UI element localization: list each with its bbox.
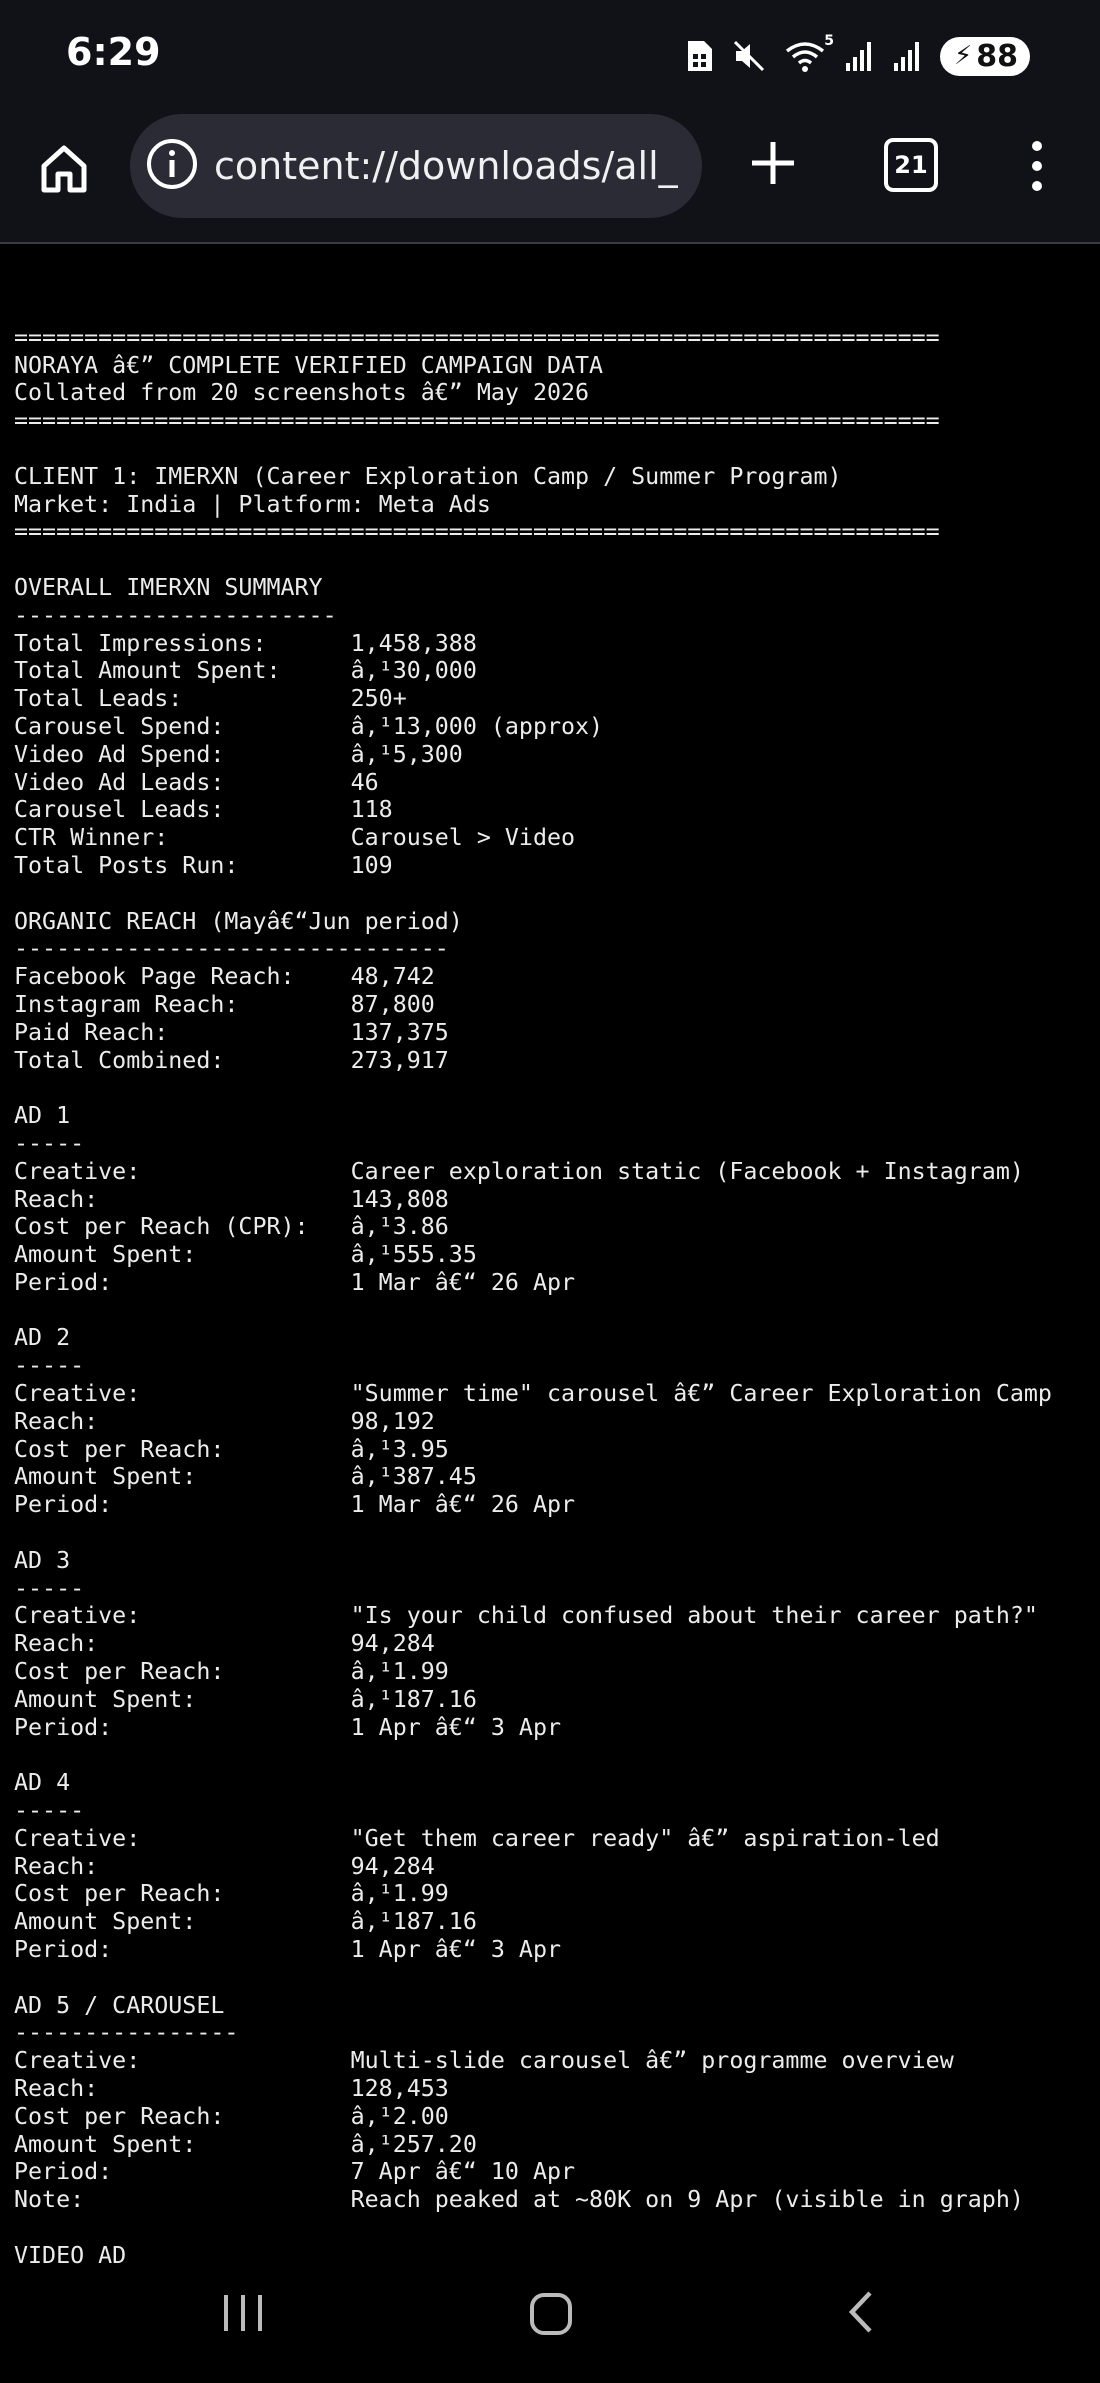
document-line (14, 1741, 1100, 1769)
document-line: OVERALL IMERXN SUMMARY (14, 573, 323, 601)
document-line: Total Impressions: 1,458,388 (14, 629, 477, 657)
document-line (14, 1964, 1100, 1992)
back-icon (844, 2287, 880, 2337)
document-line: Video Ad Leads: 46 (14, 768, 379, 796)
sim-card-icon (684, 39, 714, 73)
document-line: Video Ad Spend: â‚¹5,300 (14, 740, 463, 768)
document-line: ---------------- (14, 2019, 239, 2047)
document-line: Total Amount Spent: â‚¹30,000 (14, 657, 477, 685)
document-line: ----- (14, 1797, 85, 1825)
document-line: Amount Spent: â‚¹257.20 (14, 2130, 477, 2158)
document-line: Carousel Leads: 118 (14, 796, 393, 824)
document-line: ================================================================== (14, 323, 940, 351)
plus-icon (748, 138, 798, 188)
clock: 6:29 (66, 30, 161, 74)
mute-icon (732, 39, 766, 73)
home-icon (36, 140, 92, 196)
document-line: Market: India | Platform: Meta Ads (14, 490, 491, 518)
charging-icon: ⚡ (953, 41, 973, 71)
document-line: AD 3 (14, 1546, 71, 1574)
document-line: AD 4 (14, 1769, 71, 1797)
recent-apps-icon (220, 2287, 266, 2337)
document-line: ----- (14, 1129, 85, 1157)
document-line: Amount Spent: â‚¹387.45 (14, 1463, 477, 1491)
document-line: Cost per Reach: â‚¹1.99 (14, 1658, 449, 1686)
document-line: VIDEO AD (14, 2241, 127, 2267)
document-line: AD 2 (14, 1324, 71, 1352)
document-line: ------------------------------- (14, 935, 449, 963)
document-line: Instagram Reach: 87,800 (14, 990, 435, 1018)
document-line: Creative: "Get them career ready" â€” aspiration-led (14, 1824, 940, 1852)
document-line: Creative: Career exploration static (Facebook + Instagram) (14, 1157, 1024, 1185)
document-line (14, 1297, 1100, 1325)
document-line: AD 1 (14, 1102, 71, 1130)
document-line: AD 5 / CAROUSEL (14, 1991, 225, 2019)
url-text[interactable]: content://downloads/all_ (214, 144, 678, 188)
document-line: NORAYA â€” COMPLETE VERIFIED CAMPAIGN DATA (14, 351, 604, 379)
document-line: Reach: 98,192 (14, 1407, 435, 1435)
document-line: Period: 7 Apr â€“ 10 Apr (14, 2158, 576, 2186)
document-line: Reach: 94,284 (14, 1630, 435, 1658)
home-nav-button[interactable] (528, 2289, 574, 2343)
document-line: Total Posts Run: 109 (14, 851, 393, 879)
document-line: Reach: 143,808 (14, 1185, 449, 1213)
address-bar[interactable] (130, 114, 702, 218)
document-line: Cost per Reach: â‚¹3.95 (14, 1435, 449, 1463)
tabs-icon[interactable] (884, 138, 938, 192)
back-button[interactable] (844, 2287, 880, 2341)
document-line: Cost per Reach: â‚¹2.00 (14, 2102, 449, 2130)
document-line: Cost per Reach (CPR): â‚¹3.86 (14, 1213, 449, 1241)
document-line: CTR Winner: Carousel > Video (14, 824, 576, 852)
document-line: ================================================================== (14, 407, 940, 435)
document-line: Period: 1 Mar â€“ 26 Apr (14, 1491, 576, 1519)
document-line (14, 880, 1100, 908)
status-icons (684, 32, 1030, 80)
status-bar (0, 0, 1100, 112)
document-line: CLIENT 1: IMERXN (Career Exploration Camp / Summer Program) (14, 462, 842, 490)
text-document (14, 296, 1100, 2267)
signal-icon (844, 39, 874, 73)
wifi-icon (784, 33, 834, 73)
document-line: Note: Reach peaked at ~80K on 9 Apr (visible in graph) (14, 2186, 1024, 2214)
browser-toolbar (0, 112, 1100, 244)
navigation-bar (0, 2267, 1100, 2383)
document-line (14, 296, 1100, 324)
home-button[interactable] (36, 140, 92, 196)
document-line: ----- (14, 1574, 85, 1602)
info-icon[interactable] (144, 136, 200, 196)
document-line: Period: 1 Apr â€“ 3 Apr (14, 1713, 562, 1741)
battery-icon (940, 37, 1030, 76)
new-tab-button[interactable] (748, 138, 798, 188)
document-line (14, 435, 1100, 463)
document-line: ----- (14, 1352, 85, 1380)
recent-apps-button[interactable] (220, 2287, 266, 2341)
document-line (14, 2214, 1100, 2242)
document-line: ----------------------- (14, 601, 337, 629)
document-line (14, 546, 1100, 574)
home-circle-icon (528, 2289, 574, 2339)
signal-icon (892, 39, 922, 73)
more-vert-icon (1022, 138, 1052, 194)
document-line: Collated from 20 screenshots â€” May 2026 (14, 379, 590, 407)
document-line: Amount Spent: â‚¹187.16 (14, 1685, 477, 1713)
more-options-button[interactable] (1022, 138, 1052, 194)
document-line: Creative: Multi-slide carousel â€” programme overview (14, 2047, 954, 2075)
document-line: Reach: 128,453 (14, 2075, 449, 2102)
document-line (14, 1074, 1100, 1102)
document-line: Creative: "Is your child confused about their career path?" (14, 1602, 1038, 1630)
document-line: Period: 1 Mar â€“ 26 Apr (14, 1268, 576, 1296)
document-line: Creative: "Summer time" carousel â€” Career Exploration Camp (14, 1380, 1052, 1408)
document-line: Amount Spent: â‚¹187.16 (14, 1908, 477, 1936)
document-line (14, 1519, 1100, 1547)
document-line: Total Combined: 273,917 (14, 1046, 449, 1074)
document-line: Carousel Spend: â‚¹13,000 (approx) (14, 712, 604, 740)
document-line: Amount Spent: â‚¹555.35 (14, 1241, 477, 1269)
battery-level: 88 (976, 38, 1018, 74)
tab-count: 21 (894, 151, 928, 179)
document-line: ================================================================== (14, 518, 940, 546)
document-line: ORGANIC REACH (Mayâ€“Jun period) (14, 907, 463, 935)
document-line: Facebook Page Reach: 48,742 (14, 963, 435, 991)
document-line: Total Leads: 250+ (14, 685, 407, 713)
document-line: Period: 1 Apr â€“ 3 Apr (14, 1936, 562, 1964)
wifi-badge: 5 (824, 33, 834, 49)
document-line: Cost per Reach: â‚¹1.99 (14, 1880, 449, 1908)
document-line: Paid Reach: 137,375 (14, 1018, 449, 1046)
document-line: Reach: 94,284 (14, 1852, 435, 1880)
